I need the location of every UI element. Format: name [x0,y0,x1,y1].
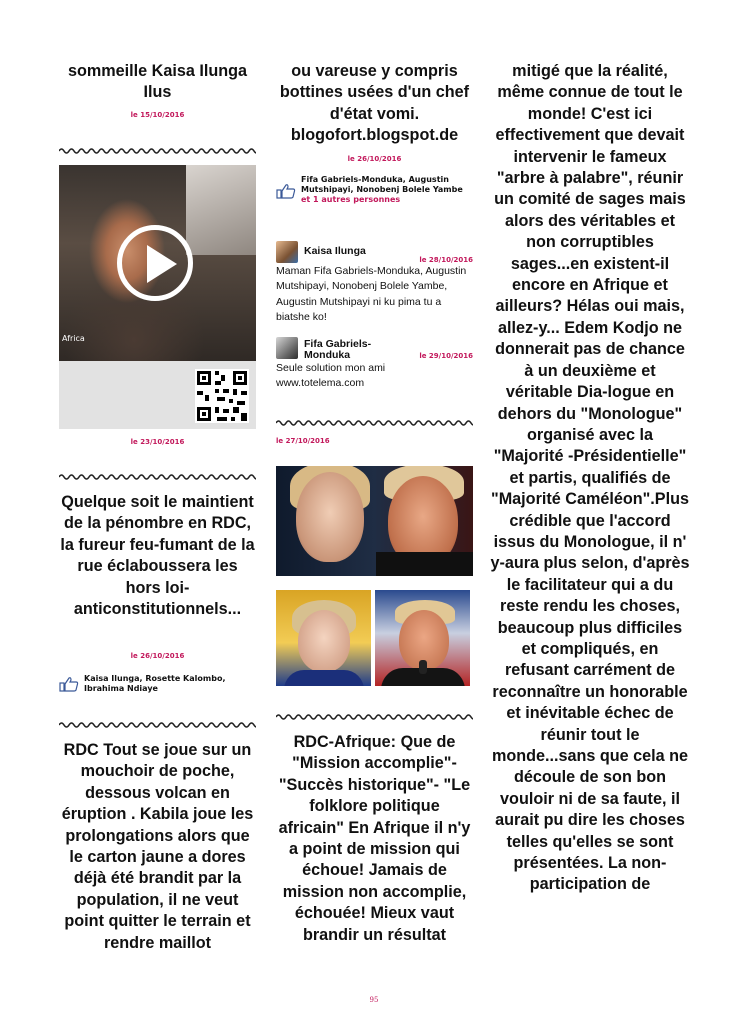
wavy-separator [276,418,473,428]
post-date: le 26/10/2016 [347,155,402,163]
post-date: le 15/10/2016 [130,111,185,119]
photo-suit [376,552,473,576]
avatar[interactable] [276,337,298,359]
comment-text: Seule solution mon ami www.totelema.com [276,362,386,390]
photo-face-left [296,472,364,562]
likes-names: Kaisa Ilunga, Rosette Kalombo, Ibrahima Ndiaye [84,674,226,693]
wavy-separator [59,146,256,156]
comment-author[interactable]: Fifa Gabriels-Monduka [304,338,372,361]
microphone-icon [419,660,427,674]
article-text: ou vareuse y compris bottines usées d'un chef d'état vomi. blogofort.blogspot.de [279,62,470,145]
qr-code-icon [195,369,249,423]
like-thumb-icon[interactable] [59,676,79,692]
comment-text: Maman Fifa Gabriels-Monduka, Augustin Mutshipayi, Nonobenj Bolele Yambe, Augustin Mutshipayi ni ku pima tu a biatshe ko! [276,265,467,324]
post-date: le 23/10/2016 [130,438,185,446]
photo-candidates-closeup [276,466,473,576]
photo-left-portrait [276,590,371,686]
comment-author[interactable]: Kaisa Ilunga [304,245,366,257]
play-icon[interactable] [117,225,193,301]
video-caption: Africa [62,334,85,343]
comment-date: le 28/10/2016 [419,256,473,264]
likes-names-list: Fifa Gabriels-Monduka, Augustin Mutshipayi, Nonobenj Bolele Yambe [301,175,463,194]
comment [276,241,473,326]
video-frame [59,165,256,361]
article-text: RDC Tout se joue sur un mouchoir de poche, dessous volcan en éruption . Kabila joue les prolongations alors que le carton jaune a dores déjà été brandit par la population, il ne veut point quitter le terrain et rendre maillot [61,741,254,952]
photo-candidates-split [276,590,470,686]
post-date: le 27/10/2016 [276,437,330,445]
photo-body [284,670,364,686]
likes-names [301,175,473,205]
article-text: sommeille Kaisa Ilunga Ilus [67,62,248,102]
wavy-separator [59,472,256,482]
wavy-separator [59,720,256,730]
photo-face [298,610,350,672]
photo-right-portrait [375,590,470,686]
article-text: Quelque soit le maintient de la pénombre en RDC, la fureur feu-fumant de la rue éclaboussera les hors loi-anticonstitutionnels... [60,493,255,619]
likes-row [59,674,256,694]
video-thumbnail[interactable] [59,165,256,429]
page-number: 95 [369,996,379,1004]
article-text: mitigé que la réalité, même connue de tout le monde! C'est ici effectivement que devait intervenir le fameux "arbre à palabre", réunir un comité de sages mais alors des véritables et non corruptibles sages...en existent-il encore en Afrique et ailleurs? Hélas oui mais, allez-y... Edem Kodjo ne donnerait pas de chance à un deuxième et véritable Dia-logue en dehors du "Monologue" organisé avec la "Majorité -Présidentielle" et partis, qualifiés de "Majorité Caméléon".Plus crédible que l'accord issus du Monologue, il n' y-aura plus selon, d'après le facilitateur qui a du reste rendu les choses, beaucoup plus difficiles et compliqués, en refusant carrément de reconnaître un honorable et inévitable échec de réunir tout le monde...sans que cela ne découle de son bon vouloir ni de sa faute, il aurait pu dire les choses telles qu'elles se sont présentées. La non-participation de [490,62,690,894]
comment [276,337,473,392]
post-date: le 26/10/2016 [130,652,185,660]
wavy-separator [276,712,473,722]
article-text: RDC-Afrique: Que de "Mission accomplie"- "Succès historique"- "Le folklore politique africain" En Afrique il n'y a point de mission qui échoue! Jamais de mission non accomplie, échouée! Mieux vaut brandir un résultat [278,733,471,944]
likes-row [276,175,473,205]
like-thumb-icon[interactable] [276,183,296,199]
comment-date: le 29/10/2016 [419,352,473,360]
likes-more-link[interactable]: et 1 autres personnes [301,195,401,204]
avatar[interactable] [276,241,298,263]
